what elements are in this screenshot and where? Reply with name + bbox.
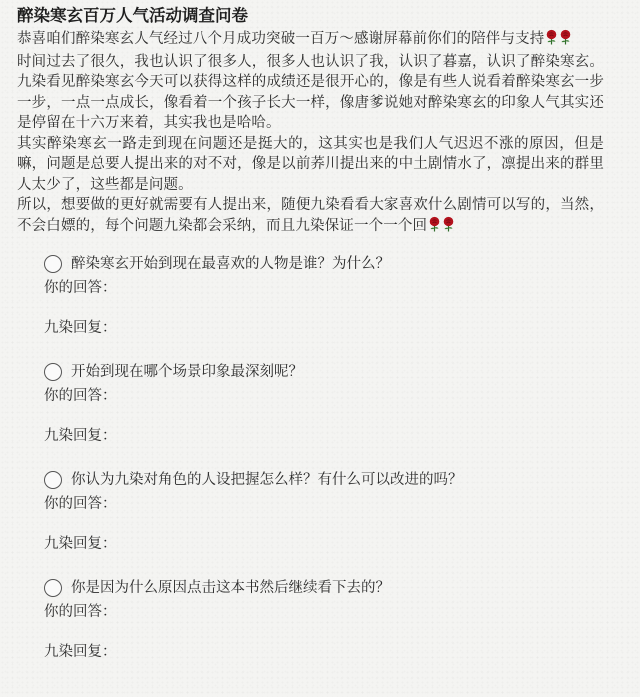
question-item <box>44 360 604 468</box>
reply-label: 九染回复： <box>44 644 117 660</box>
rose-icon <box>428 216 441 239</box>
intro-paragraph: 恭喜咱们醉染寒玄人气经过八个月成功突破一百万～感谢屏幕前你们的陪伴与支持 <box>17 29 604 52</box>
radio-circle-icon[interactable] <box>44 579 62 597</box>
question-text: 你认为九染对角色的人设把握怎么样？有什么可以改进的吗？ <box>71 472 463 488</box>
reply-label: 九染回复： <box>44 428 117 444</box>
rose-icon <box>442 216 455 239</box>
answer-label: 你的回答： <box>44 496 117 512</box>
intro-paragraph: 时间过去了很久，我也认识了很多人，很多人也认识了我，认识了暮嘉，认识了醉染寒玄。九染看见醉染寒玄今天可以获得这样的成绩还是很开心的，像是有些人说看着醉染寒玄一步一步，一点一点成长，像看着一个孩子长大一样，像唐爹说她对醉染寒玄的印象人气其实还是停留在十六万来着，其实我也是哈哈。 <box>17 53 604 131</box>
radio-circle-icon[interactable] <box>44 471 62 489</box>
reply-label: 九染回复： <box>44 320 117 336</box>
question-item <box>44 468 604 576</box>
answer-label: 你的回答： <box>44 280 117 296</box>
rose-icon <box>559 29 572 52</box>
survey-title: 醉染寒玄百万人气活动调查问卷 <box>17 6 248 25</box>
intro-paragraph: 所以，想要做的更好就需要有人提出来，随便九染看看大家喜欢什么剧情可以写的，当然，不会白嫖的，每个问题九染都会采纳，而且九染保证一个一个回 <box>17 195 604 238</box>
reply-label: 九染回复： <box>44 536 117 552</box>
answer-label: 你的回答： <box>44 604 117 620</box>
radio-circle-icon[interactable] <box>44 255 62 273</box>
question-text: 你是因为什么原因点击这本书然后继续看下去的？ <box>71 580 390 596</box>
intro-text <box>17 29 604 238</box>
question-text: 醉染寒玄开始到现在最喜欢的人物是谁？为什么？ <box>71 256 390 272</box>
answer-label: 你的回答： <box>44 388 117 404</box>
question-list <box>17 252 604 684</box>
question-text: 开始到现在哪个场景印象最深刻呢？ <box>71 364 303 380</box>
question-item <box>44 252 604 360</box>
question-item <box>44 576 604 684</box>
intro-paragraph: 其实醉染寒玄一路走到现在问题还是挺大的，这其实也是我们人气迟迟不涨的原因，但是嘛，问题是总要人提出来的对不对，像是以前荞川提出来的中土剧情水了，凛提出来的群里人太少了，这些都是问题。 <box>17 135 604 193</box>
rose-icon <box>545 29 558 52</box>
radio-circle-icon[interactable] <box>44 363 62 381</box>
